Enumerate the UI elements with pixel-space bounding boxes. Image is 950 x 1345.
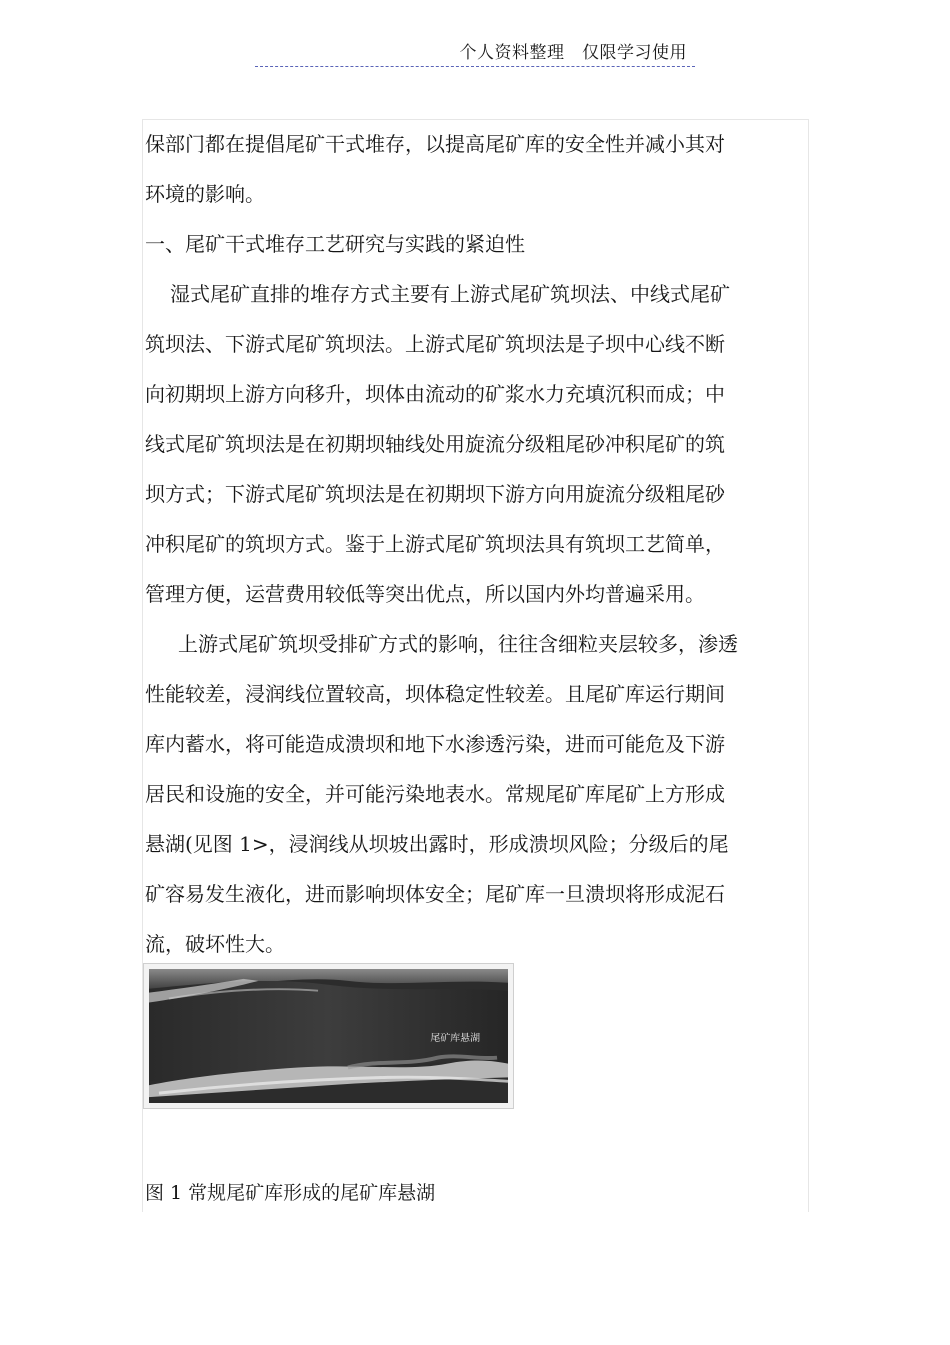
header-text: 个人资料整理 仅限学习使用 — [459, 43, 687, 63]
paragraph-line: 坝方式；下游式尾矿筑坝法是在初期坝下游方向用旋流分级粗尾砂 — [145, 482, 725, 506]
figure-label: 尾矿库悬湖 — [430, 1032, 481, 1044]
paragraph-line: 管理方便，运营费用较低等突出优点，所以国内外均普遍采用。 — [145, 582, 705, 606]
paragraph-line: 悬湖(见图 1>，浸润线从坝坡出露时，形成溃坝风险；分级后的尾 — [145, 832, 729, 856]
paragraph-line: 居民和设施的安全，并可能污染地表水。常规尾矿库尾矿上方形成 — [145, 782, 725, 806]
paragraph-line: 流，破坏性大。 — [145, 932, 285, 956]
paragraph-line: 上游式尾矿筑坝受排矿方式的影响，往往含细粒夹层较多，渗透 — [178, 632, 738, 656]
figure-caption: 图 1 常规尾矿库形成的尾矿库悬湖 — [145, 1182, 436, 1204]
paragraph-line: 筑坝法、下游式尾矿筑坝法。上游式尾矿筑坝法是子坝中心线不断 — [145, 332, 725, 356]
paragraph-line: 矿容易发生液化，进而影响坝体安全；尾矿库一旦溃坝将形成泥石 — [145, 882, 725, 906]
paragraph-line: 向初期坝上游方向移升，坝体由流动的矿浆水力充填沉积而成；中 — [145, 382, 725, 406]
paragraph-line: 环境的影响。 — [145, 182, 265, 206]
paragraph-line: 湿式尾矿直排的堆存方式主要有上游式尾矿筑坝法、中线式尾矿 — [170, 282, 730, 306]
section-heading: 一、尾矿干式堆存工艺研究与实践的紧迫性 — [145, 232, 525, 256]
page-header — [255, 42, 695, 67]
paragraph-line: 冲积尾矿的筑坝方式。鉴于上游式尾矿筑坝法具有筑坝工艺简单， — [145, 532, 725, 556]
paragraph-line: 库内蓄水，将可能造成溃坝和地下水渗透污染，进而可能危及下游 — [145, 732, 725, 756]
paragraph-line: 保部门都在提倡尾矿干式堆存，以提高尾矿库的安全性并减小其对 — [145, 132, 725, 156]
paragraph-line: 性能较差，浸润线位置较高，坝体稳定性较差。且尾矿库运行期间 — [145, 682, 725, 706]
figure-image — [143, 963, 514, 1109]
paragraph-line: 线式尾矿筑坝法是在初期坝轴线处用旋流分级粗尾砂冲积尾矿的筑 — [145, 432, 725, 456]
tailings-lake-photo — [149, 969, 508, 1103]
